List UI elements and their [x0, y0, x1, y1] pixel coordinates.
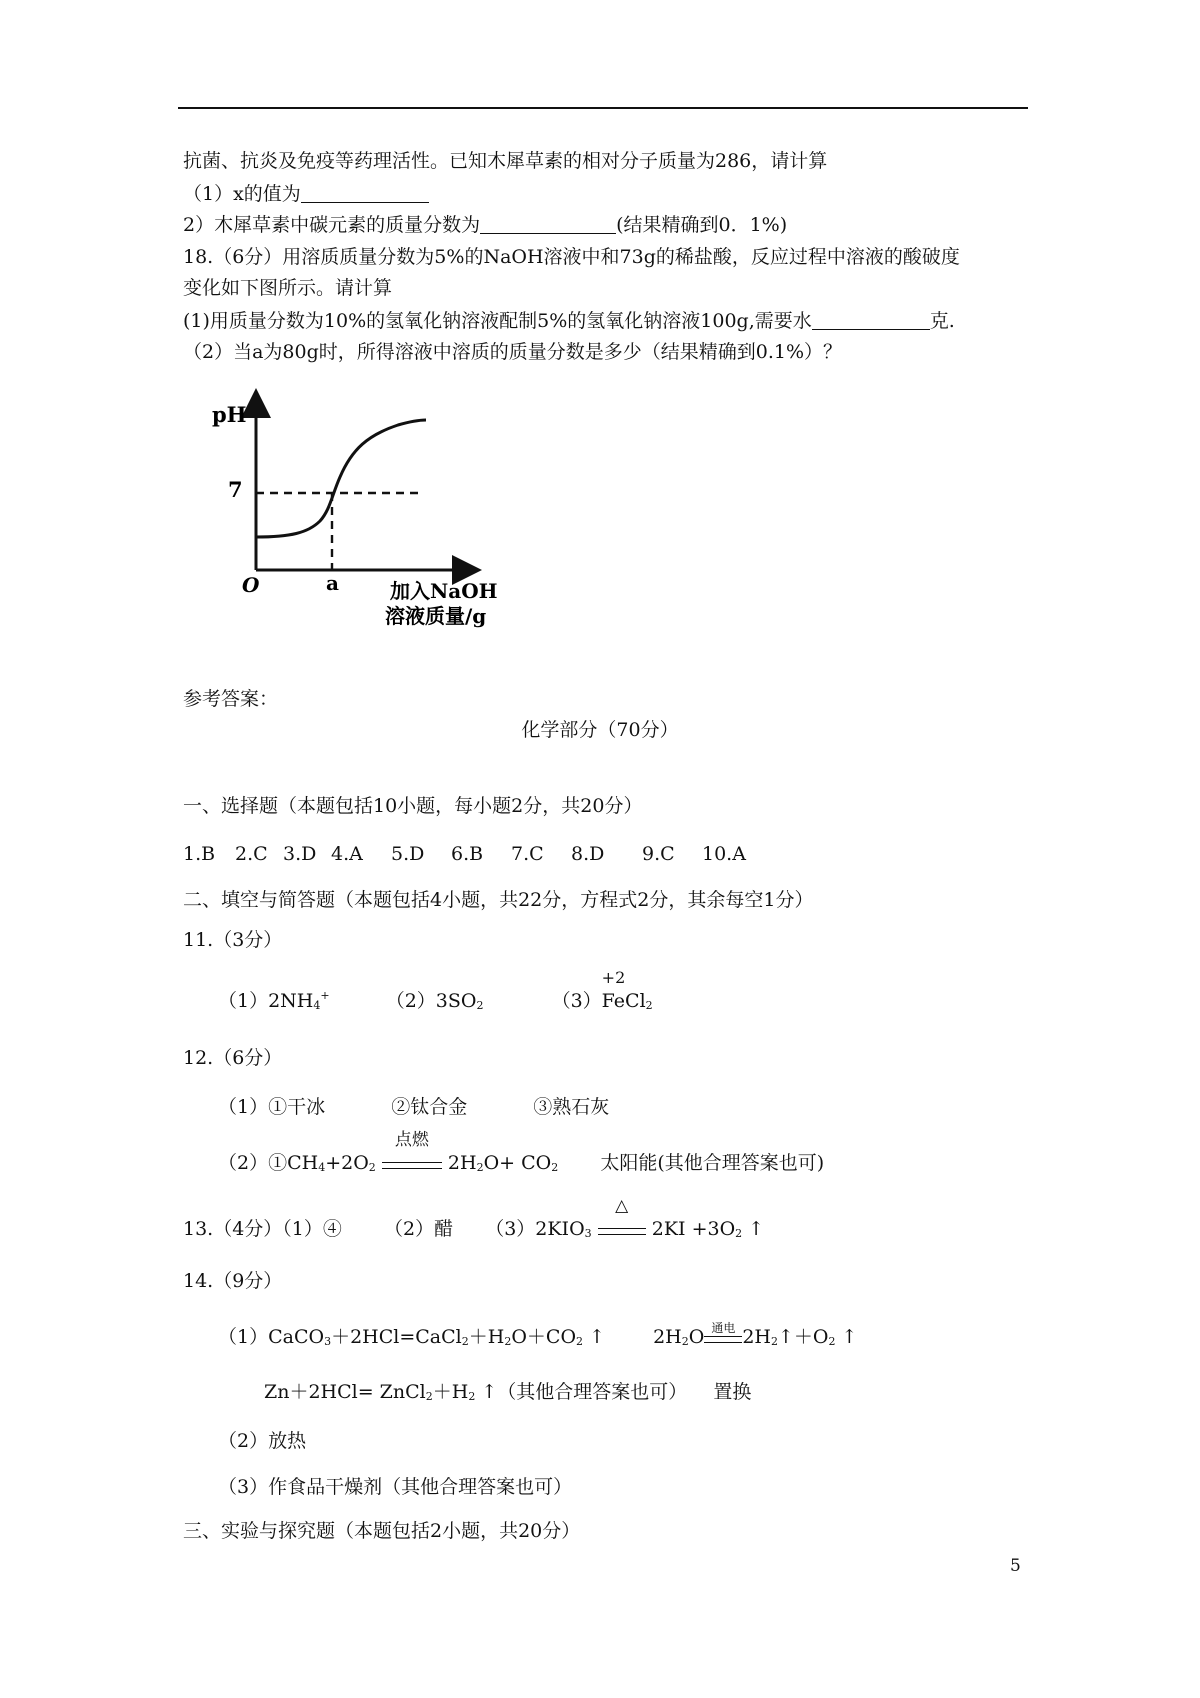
origin-label: O	[242, 573, 260, 597]
answer-item: 8.D	[571, 843, 605, 865]
x-axis-label-1: 加入NaOH	[390, 579, 498, 603]
header-rule	[178, 107, 1028, 109]
q17-part2: 2）木犀草素中碳元素的质量分数为 (结果精确到0．1%)	[183, 214, 788, 236]
q17-part1: （1）x的值为	[183, 184, 429, 204]
y-tick-7: 7	[228, 477, 243, 502]
q14-part3: （3）作食品干燥剂（其他合理答案也可）	[218, 1476, 573, 1498]
q12-line1: （1）①干冰 ②钛合金 ③熟石灰	[218, 1096, 610, 1118]
q11-heading: 11.（3分）	[183, 929, 283, 951]
ph-curve-figure	[190, 385, 550, 650]
q17-intro: 抗菌、抗炎及免疫等药理活性。已知木犀草素的相对分子质量为286，请计算	[183, 150, 828, 172]
answer-item: 4.A	[331, 843, 363, 865]
section1-heading: 一、选择题（本题包括10小题，每小题2分，共20分）	[183, 795, 643, 817]
answer-item: 3.D	[283, 843, 317, 865]
page-number: 5	[1010, 1556, 1021, 1576]
section3-heading: 三、实验与探究题（本题包括2小题，共20分）	[183, 1520, 581, 1542]
q11-answers: $(1)2NH_4^+$ $(2)3SO_2$ （3） +2 FeCl$_2$	[218, 968, 653, 1012]
answer-blank[interactable]	[480, 215, 616, 234]
q12-heading: 12.（6分）	[183, 1047, 283, 1069]
answer-item: 10.A	[702, 843, 746, 865]
answer-item: 1.B	[183, 843, 216, 865]
q12-line2: $(2)①CH_4+2O_2$ 点燃 $2H_2O+ CO_2$ 太阳能(其他合理答案也可)	[218, 1130, 825, 1174]
q14-line1: $(1)CaCO_3+2HCl=CaCl_2+H_2O+CO_2$ ↑ $2H_2O$ 通电 $2H_2↑+O_2$ ↑	[218, 1321, 858, 1348]
q18-part1: (1)用质量分数为10%的氢氧化钠溶液配制5%的氢氧化钠溶液100g,需要水 克.	[183, 310, 955, 332]
q14-line2: $Zn+2HCl= ZnCl_2+H_2$ ↑（其他合理答案也可） 置换	[264, 1381, 752, 1403]
q14-heading: 14.（9分）	[183, 1270, 283, 1292]
q18-line1: 18.（6分）用溶质质量分数为5%的NaOH溶液中和73g的稀盐酸，反应过程中溶液的酸破度	[183, 246, 960, 268]
section-title: 化学部分（70分）	[521, 719, 679, 741]
x-axis-label-2: 溶液质量/g	[385, 604, 487, 628]
answer-item: 9.C	[642, 843, 675, 865]
q18-line2: 变化如下图所示。请计算	[183, 277, 393, 299]
q13-answers: 13.（4分）（1）④ （2）醋 $(3)2KIO_3$ △ $2KI +3O_2$ ↑	[183, 1196, 765, 1240]
q18-part2: （2）当a为80g时，所得溶液中溶质的质量分数是多少（结果精确到0.1%）？	[183, 341, 843, 363]
answer-blank[interactable]	[812, 311, 930, 330]
section2-heading: 二、填空与简答题（本题包括4小题，共22分，方程式2分，其余每空1分）	[183, 889, 814, 911]
reference-answer-heading: 参考答案：	[183, 688, 279, 710]
answer-item: 6.B	[451, 843, 484, 865]
answer-blank[interactable]	[301, 184, 429, 203]
x-tick-a: a	[326, 571, 339, 595]
answer-item: 2.C	[235, 843, 268, 865]
answer-item: 7.C	[511, 843, 544, 865]
y-axis-label: pH	[212, 402, 247, 427]
q14-part2: （2）放热	[218, 1430, 307, 1452]
answer-item: 5.D	[391, 843, 425, 865]
ph-curve	[256, 420, 426, 537]
